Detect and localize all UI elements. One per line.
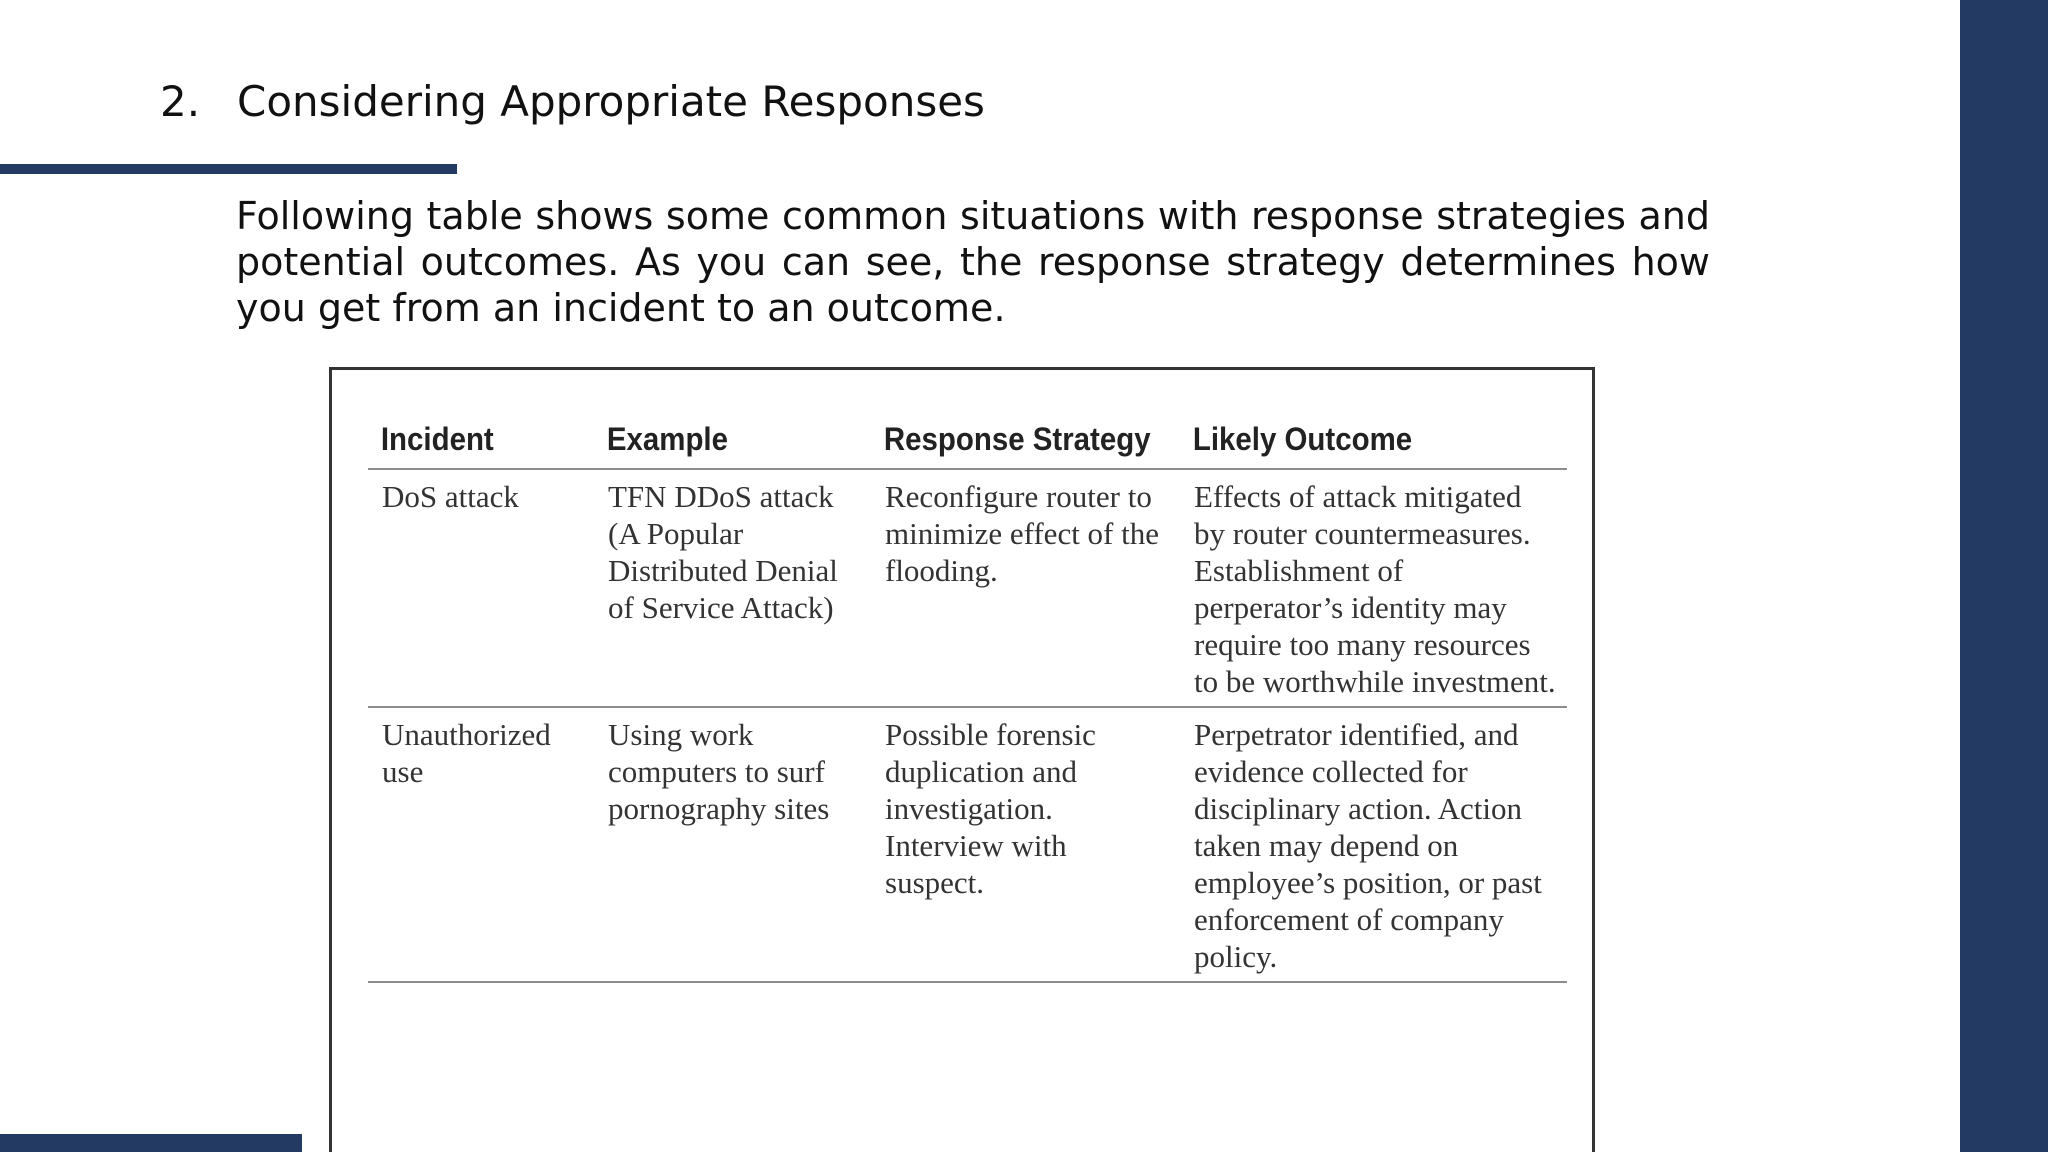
table-cell: Unauthorized use [368,707,594,982]
slide-title-number: 2. [160,77,201,126]
footer-accent-bar [0,1134,302,1152]
table-cell: Using work computers to surf pornography sites [594,707,871,982]
right-accent-bar [1960,0,2048,1152]
table-cell: DoS attack [368,469,594,707]
table-row [368,707,1567,982]
heading-underline [0,164,457,174]
table-cell: Perpetrator identified, and evidence collected for disciplinary action. Action taken may depend on employee’s position, or past enforcement of company policy. [1180,707,1567,982]
slide-title-text: Considering Appropriate Responses [237,77,985,126]
table-row [368,469,1567,707]
slide-title [160,74,985,130]
intro-paragraph: Following table shows some common situations with response strategies and potential outcomes. As you can see, the response strategy determines how you get from an incident to an outcome. [236,194,1710,330]
header-example: Example [594,421,849,469]
header-incident: Incident [368,421,576,469]
table-figure [329,367,1595,1152]
table-cell: Reconfigure router to minimize effect of the flooding. [871,469,1180,707]
table-header-row [368,421,1567,469]
table-cell: Possible forensic duplication and investigation. Interview with suspect. [871,707,1180,982]
table-cell: Effects of attack mitigated by router countermeasures. Establishment of perperator’s identity may require too many resources to be worthwhile investment. [1180,469,1567,707]
header-likely-outcome: Likely Outcome [1180,421,1536,469]
table-cell: TFN DDoS attack (A Popular Distributed Denial of Service Attack) [594,469,871,707]
header-response-strategy: Response Strategy [871,421,1155,469]
responses-table [368,421,1567,983]
